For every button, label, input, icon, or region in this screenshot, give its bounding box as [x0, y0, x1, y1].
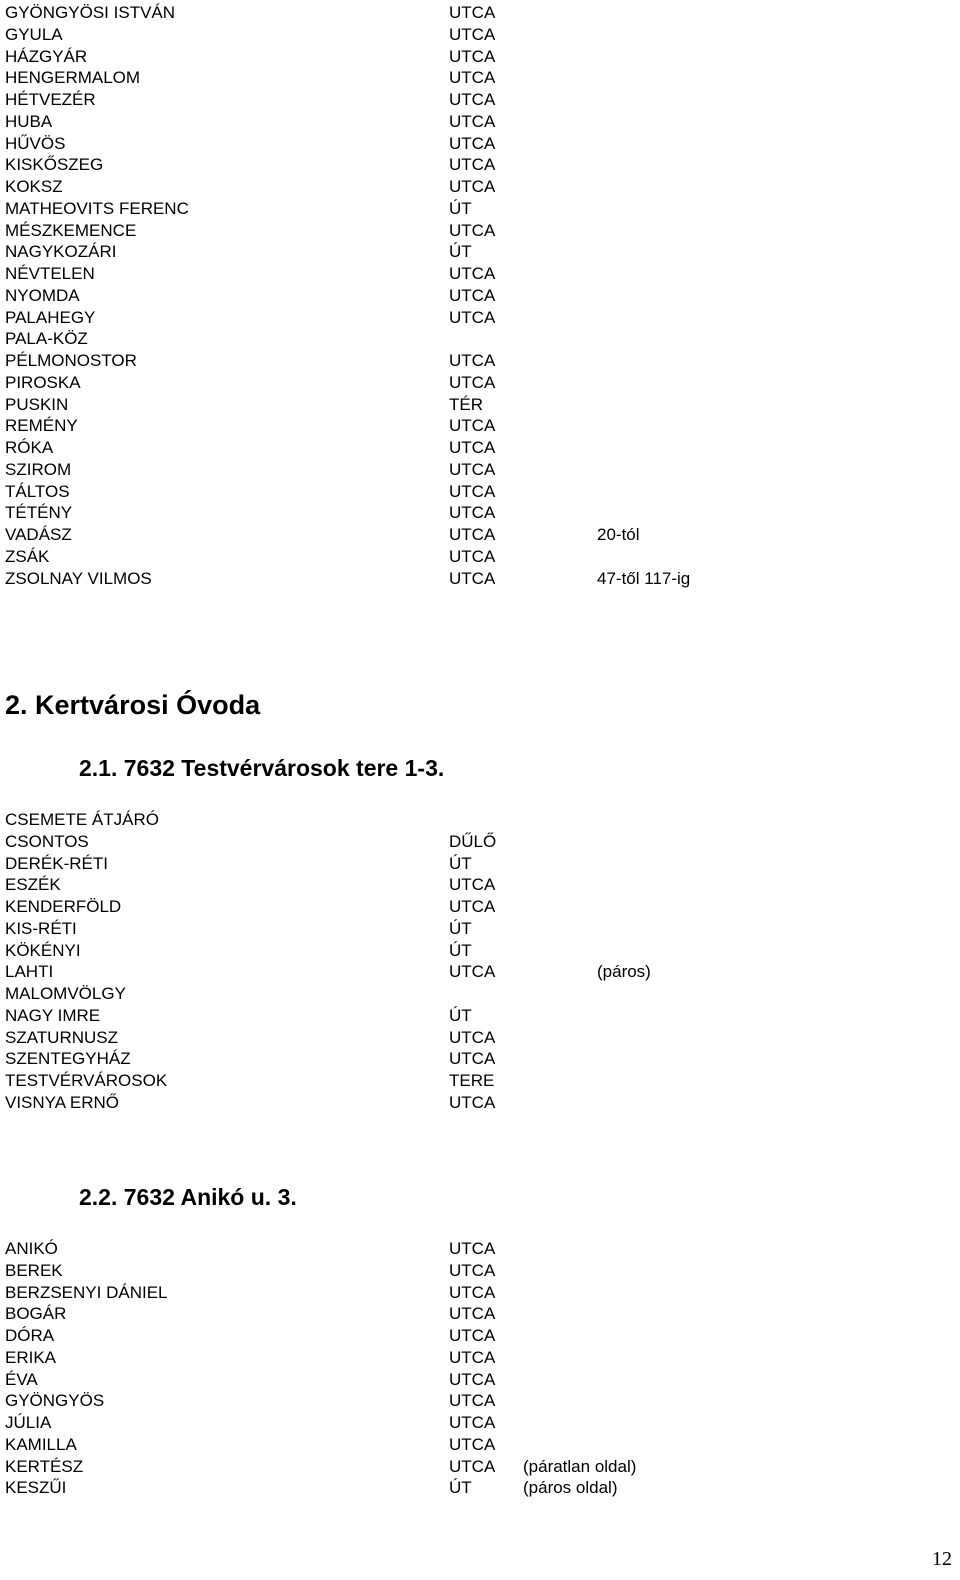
street-type: UTCA [449, 568, 496, 588]
street-type: UTCA [449, 875, 496, 895]
street-type: UTCA [449, 3, 496, 22]
street-type: TÉR [449, 394, 483, 414]
street-type: TERE [449, 1071, 495, 1090]
street-type: ÚT [449, 853, 472, 873]
street-type: UTCA [449, 459, 496, 479]
street-type: UTCA [449, 307, 496, 327]
street-type: UTCA [449, 177, 496, 196]
page-number: 12 [932, 1548, 952, 1570]
subsection-heading-2-2: 2.2. 7632 Anikó u. 3. [79, 1184, 297, 1210]
street-name: HŰVÖS [5, 133, 66, 153]
street-name: KERTÉSZ [5, 1456, 84, 1476]
street-name: KÖKÉNYI [5, 940, 81, 960]
street-type: UTCA [449, 416, 496, 436]
street-name: TÉTÉNY [5, 503, 73, 523]
street-type: UTCA [449, 351, 496, 370]
street-name: ERIKA [5, 1347, 57, 1367]
street-name: MALOMVÖLGY [5, 984, 126, 1003]
street-name: SZATURNUSZ [5, 1027, 119, 1047]
street-note: 20-tól [597, 525, 640, 544]
street-type: UTCA [449, 1326, 496, 1345]
street-name: ZSÁK [5, 546, 50, 566]
street-name: PUSKIN [5, 394, 69, 414]
street-name: CSEMETE ÁTJÁRÓ [5, 810, 159, 829]
street-name: GYULA [5, 24, 63, 44]
street-name: ANIKÓ [5, 1239, 58, 1258]
street-name: PALAHEGY [5, 307, 96, 327]
street-name: GYÖNGYÖSI ISTVÁN [5, 3, 176, 22]
street-name: RÓKA [5, 438, 54, 457]
street-name: DERÉK-RÉTI [5, 853, 108, 873]
street-type: UTCA [449, 155, 496, 175]
street-name: NÉVTELEN [5, 264, 95, 283]
street-type: UTCA [449, 1413, 496, 1432]
street-name: KIS-RÉTI [5, 918, 77, 938]
street-name: NAGY IMRE [5, 1005, 101, 1025]
street-name: ZSOLNAY VILMOS [5, 568, 152, 588]
street-name: HUBA [5, 111, 53, 131]
street-name: PALA-KÖZ [5, 329, 88, 349]
street-type: UTCA [449, 546, 496, 566]
street-name: TESTVÉRVÁROSOK [5, 1071, 168, 1090]
street-type: UTCA [449, 962, 496, 982]
street-type: UTCA [449, 372, 496, 392]
street-note: 47-től 117-ig [597, 568, 691, 588]
kindergarten-heading: 2. Kertvárosi Óvoda [5, 690, 261, 720]
street-type: UTCA [449, 1282, 496, 1302]
street-type: UTCA [449, 481, 496, 501]
street-name: KESZŰI [5, 1478, 67, 1498]
street-type: DŰLŐ [449, 831, 497, 851]
street-name: BERZSENYI DÁNIEL [5, 1282, 168, 1302]
street-name: KOKSZ [5, 177, 63, 196]
street-name: GYÖNGYÖS [5, 1391, 105, 1411]
street-name: ESZÉK [5, 875, 61, 895]
street-type: UTCA [449, 68, 496, 88]
street-name: KISKŐSZEG [5, 155, 104, 175]
street-name: KENDERFÖLD [5, 897, 122, 916]
street-name: HÉTVEZÉR [5, 90, 96, 109]
street-type: UTCA [449, 1347, 496, 1367]
street-type: UTCA [449, 1369, 496, 1389]
street-type: UTCA [449, 220, 496, 240]
street-name: PIROSKA [5, 372, 81, 392]
street-type: ÚT [449, 242, 472, 262]
subsection-heading-2-1: 2.1. 7632 Testvérvárosok tere 1-3. [79, 755, 445, 781]
street-type: UTCA [449, 90, 496, 109]
street-type: UTCA [449, 264, 496, 283]
street-type: UTCA [449, 1027, 496, 1047]
street-type: ÚT [449, 940, 472, 960]
street-type: UTCA [449, 1092, 496, 1112]
street-name: DÓRA [5, 1326, 55, 1345]
street-type: UTCA [449, 438, 496, 457]
street-name: BEREK [5, 1260, 63, 1280]
street-type: UTCA [449, 1049, 496, 1069]
street-name: BOGÁR [5, 1304, 67, 1324]
street-type: UTCA [449, 285, 496, 305]
street-type: UTCA [449, 503, 496, 523]
street-type: UTCA [449, 111, 496, 131]
street-name: LAHTI [5, 962, 54, 982]
street-name: CSONTOS [5, 831, 89, 851]
street-name: HENGERMALOM [5, 68, 141, 88]
street-name: REMÉNY [5, 416, 78, 436]
street-name: VADÁSZ [5, 525, 72, 544]
street-name: NYOMDA [5, 285, 80, 305]
street-type: ÚT [449, 1005, 472, 1025]
street-name: TÁLTOS [5, 481, 70, 501]
street-type: UTCA [449, 1260, 496, 1280]
street-type: UTCA [449, 133, 496, 153]
street-type: UTCA [449, 1239, 496, 1258]
street-note: (páratlan oldal) [523, 1456, 637, 1476]
street-type: ÚT [449, 918, 472, 938]
street-type: UTCA [449, 46, 496, 66]
street-type: UTCA [449, 1304, 496, 1324]
street-name: VISNYA ERNŐ [5, 1092, 119, 1112]
street-type: UTCA [449, 897, 496, 916]
street-name: PÉLMONOSTOR [5, 351, 137, 370]
street-type: UTCA [449, 1391, 496, 1411]
street-name: SZIROM [5, 459, 72, 479]
street-type: ÚT [449, 1478, 472, 1498]
street-name: HÁZGYÁR [5, 46, 88, 66]
street-note: (páros) [597, 962, 651, 982]
street-type: UTCA [449, 525, 496, 544]
street-type: UTCA [449, 1434, 496, 1454]
street-name: ÉVA [5, 1369, 38, 1389]
street-type: UTCA [449, 1456, 496, 1476]
street-name: JÚLIA [5, 1413, 52, 1432]
street-name: MÉSZKEMENCE [5, 220, 137, 240]
street-name: MATHEOVITS FERENC [5, 198, 189, 218]
street-type: UTCA [449, 24, 496, 44]
street-note: (páros oldal) [523, 1478, 618, 1498]
street-name: KAMILLA [5, 1434, 77, 1454]
street-type: ÚT [449, 198, 472, 218]
street-name: SZENTEGYHÁZ [5, 1049, 131, 1069]
street-name: NAGYKOZÁRI [5, 242, 117, 262]
